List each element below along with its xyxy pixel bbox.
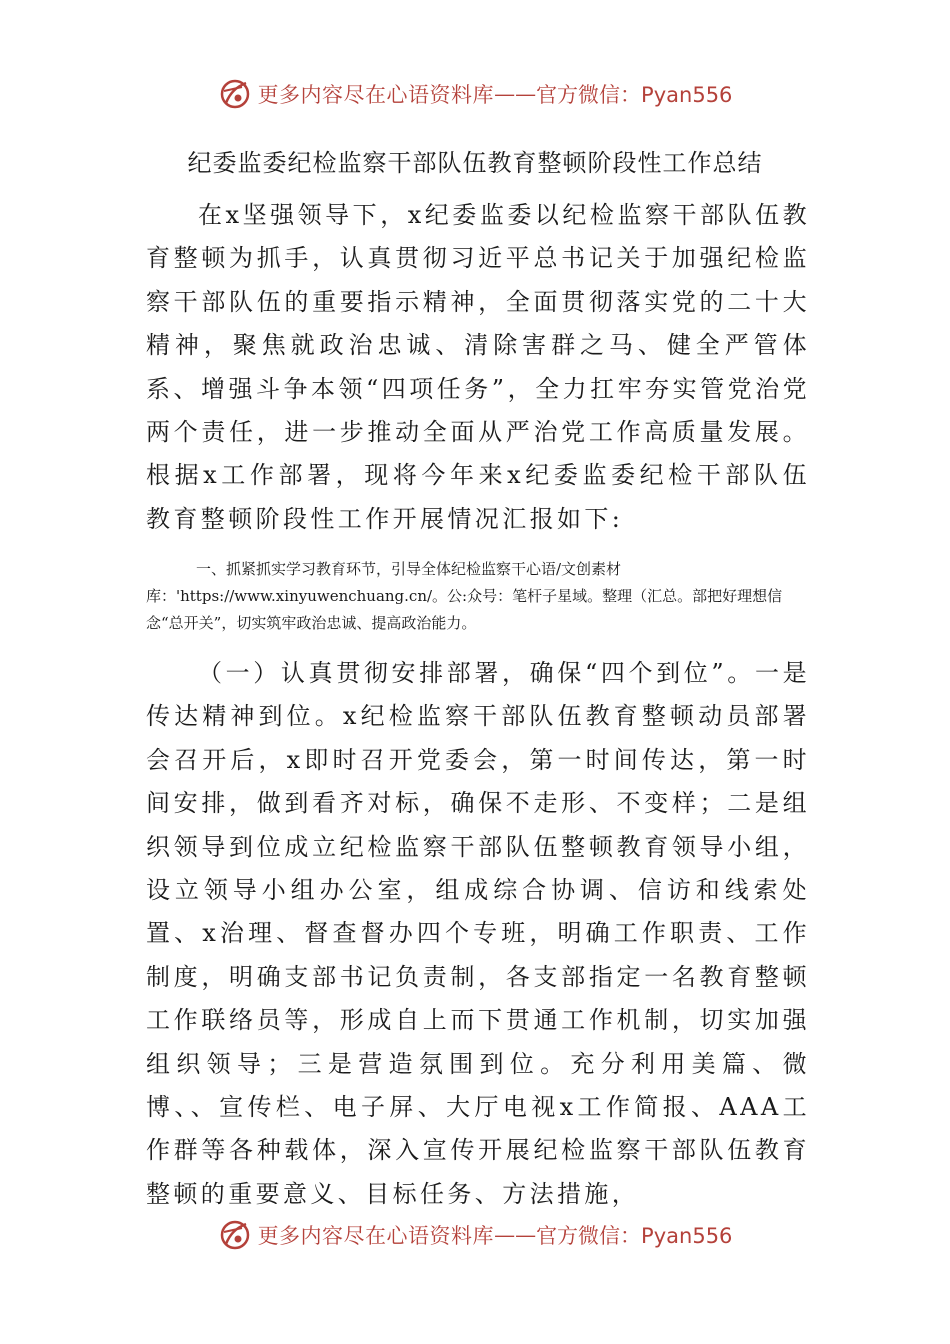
header-banner xyxy=(0,72,950,116)
banner-dash: —— xyxy=(494,82,537,106)
intro-paragraph: 在x坚强领导下，x纪委监委以纪检监察干部队伍教育整顿为抓手，认真贯彻习近平总书记关于加强纪检监察干部队伍的重要指示精神，全面贯彻落实党的二十大精神，聚焦就政治忠诚、清除害群之马、健全严管体系、增强斗争本领“四项任务”，全力扛牢夯实管党治党两个责任，进一步推动全面从严治党工作高质量发展。根据x工作部署，现将今年来x纪委监委纪检干部队伍教育整顿阶段性工作开展情况汇报如下: xyxy=(146,201,810,533)
banner-brand: 更多内容尽在心语资料库 xyxy=(257,83,495,107)
footer-banner xyxy=(0,1213,950,1257)
banner-brand: 更多内容尽在心语资料库 xyxy=(257,1224,495,1248)
logo-icon xyxy=(218,1218,252,1252)
document-title: 纪委监委纪检监察干部队伍教育整顿阶段性工作总结 xyxy=(187,149,763,177)
body-paragraph: （一）认真贯彻安排部署，确保“四个到位”。一是传达精神到位。x纪检监察干部队伍教育整顿动员部署会召开后，x即时召开党委会，第一时间传达，第一时间安排，做到看齐对标，确保不走形、不变样；二是组织领导到位成立纪检监察干部队伍整顿教育领导小组，设立领导小组办公室，组成综合协调、信访和线索处置、x治理、督查督办四个专班，明确工作职责、工作制度，明确支部书记负责制，各支部指定一名教育整顿工作联络员等，形成自上而下贯通工作机制，切实加强组织领导；三是营造氛围到位。充分利用美篇、微博、、宣传栏、电子屏、大厅电视x工作简报、AAA工作群等各种载体，深入宣传开展纪检监察干部队伍教育整顿的重要意义、目标任务、方法措施， xyxy=(146,659,810,1208)
banner-wechat: 官方微信：Pyan556 xyxy=(536,1224,733,1248)
logo-icon xyxy=(218,77,252,111)
banner-wechat: 官方微信：Pyan556 xyxy=(536,83,733,107)
banner-dash: —— xyxy=(494,1223,537,1247)
section-heading: 一、抓紧抓实学习教育环节，引导全体纪检监察干心语/文创素材库：'https://www.xinyuwenchuang.cn/。公:众号：笔杆子星域。整理（汇总。部把好理想信念“总开关”，切实筑牢政治忠诚、提高政治能力。 xyxy=(146,560,783,632)
